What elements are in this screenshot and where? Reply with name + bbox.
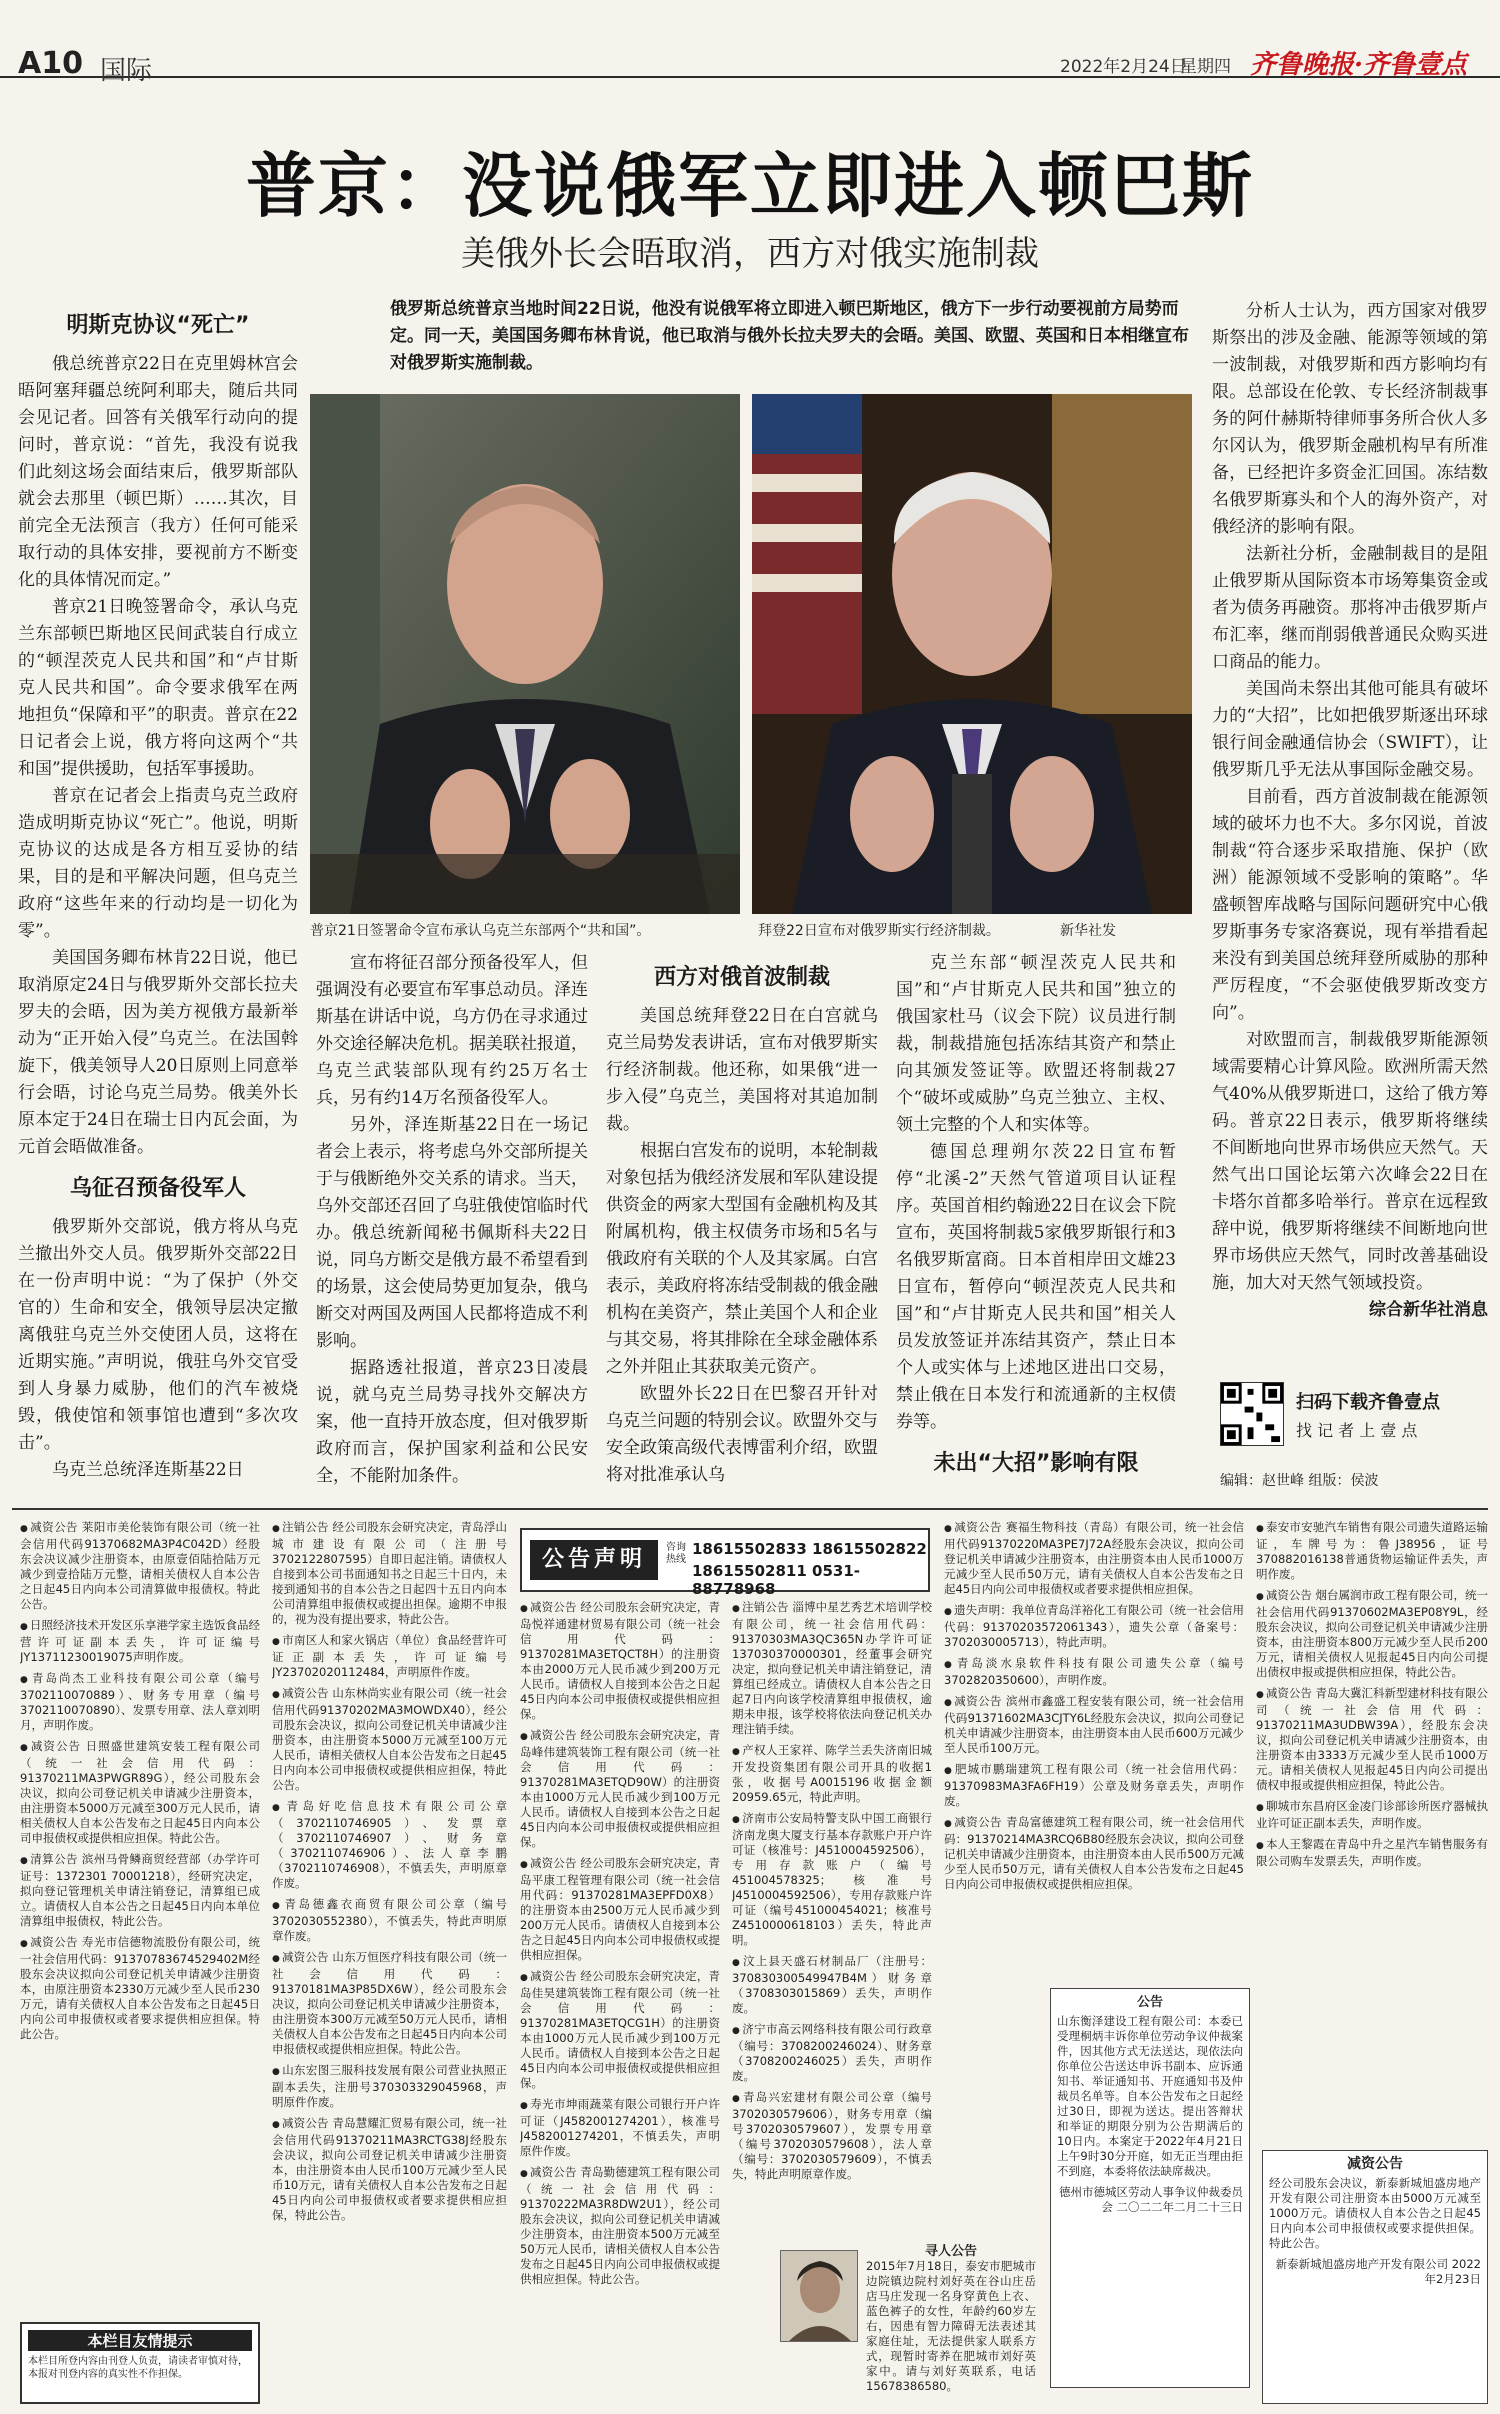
notice-header <box>520 1528 930 1598</box>
article-source: 综合新华社消息 <box>1369 1300 1488 1320</box>
classified-ad: ● 减资公告 赛福生物科技（青岛）有限公司，统一社会信用代码91370220MA3PE7J72A经股东会决议，拟向公司登记机关申请减少注册资本，由注册资本由人民币1000万元减少至人民币50万元，请有关债权人自本公告发布之日起45日内向公司申报债权或者要求提供相应担保。 <box>944 1520 1244 1597</box>
page-number: A10 <box>18 46 83 81</box>
article-column-2 <box>316 950 588 1490</box>
tip-title: 本栏目友情提示 <box>28 2330 252 2351</box>
hotline-numbers-1: 18615502833 18615502822 <box>692 1540 927 1558</box>
classified-ad: ● 本人王黎霞在青岛中升之星汽车销售服务有限公司购车发票丢失，声明作废。 <box>1256 1837 1488 1869</box>
editor-credits: 编辑：赵世峰 组版：侯波 <box>1220 1473 1379 1489</box>
classified-ad: ● 青岛尚杰工业科技有限公司公章（编号3702110070889）、财务专用章（编号3702110070890）、发票专用章、法人章刘明月，声明作废。 <box>20 1671 260 1733</box>
classified-ad: ● 减资公告 滨州市鑫盛工程安装有限公司，统一社会信用代码91371602MA3CJTY6L经股东会决议，拟向公司登记机关申请减少注册资本，由注册资本由人民币600万元减少至人民币100万元。 <box>944 1694 1244 1756</box>
paragraph: 乌克兰总统泽连斯基22日 <box>52 1460 244 1480</box>
announcement-footer: 德州市德城区劳动人事争议仲裁委员会 二〇二二年二月二十三日 <box>1059 2185 1243 2214</box>
classified-ad: ● 减资公告 经公司股东会研究决定，青岛平康工程管理有限公司（统一社会信用代码：91370281MA3EPFD0X8）的注册资本由2500万元人民币减少到200万元人民币。请债权人自接到本公告之日起45日内向本公司申报债权或提供相应担保。 <box>520 1856 720 1963</box>
issue-weekday: 星期四 <box>1180 57 1231 77</box>
qr-code[interactable] <box>1220 1382 1284 1446</box>
missing-person-notice <box>866 2244 1036 2404</box>
article-column-4 <box>896 950 1176 1489</box>
classified-ad: ● 减资公告 经公司股东会研究决定，青岛悦祥通建材贸易有限公司（统一社会信用代码：91370281MA3ETQCT8H）的注册资本由2000万元人民币减少到200万元人民币。请债权人自接到本公告之日起45日内向本公司申报债权或提供相应担保。 <box>520 1600 720 1722</box>
photo-credit: 新华社发 <box>1060 923 1116 939</box>
paragraph: 据路透社报道，普京23日凌晨说，就乌克兰局势寻找外交解决方案，他一直持开放态度，但对俄罗斯政府而言，保护国家利益和公民安全，不能附加条件。 <box>316 1358 588 1486</box>
announcement-title: 公告 <box>1136 1995 1163 2010</box>
ads-column-1 <box>20 1520 260 2310</box>
paragraph: 宣布将征召部分预备役军人，但强调没有必要宣布军事总动员。泽连斯基在讲话中说，乌方仍在寻求通过外交途径解决危机。据美联社报道，乌克兰武装部队现有约25万名士兵，另有约14万名预备役军人。 <box>316 953 588 1108</box>
section-heading-minsk: 明斯克协议“死亡” <box>66 313 250 338</box>
classified-ad: ● 遗失声明：我单位青岛洋裕化工有限公司（统一社会信用代码：91370203572061343），遗失公章（备案号：3702030005713），特此声明。 <box>944 1603 1244 1650</box>
ads-column-2 <box>272 1520 507 2400</box>
qr-editor-line: 找 记 者 上 壹 点 <box>1296 1421 1418 1440</box>
paragraph: 分析人士认为，西方国家对俄罗斯祭出的涉及金融、能源等领域的第一波制裁，对俄罗斯和西方影响均有限。总部设在伦敦、专长经济制裁事务的阿什赫斯特律师事务所合伙人多尔冈认为，俄罗斯金融机构早有所准备，已经把许多资金汇回国。冻结数名俄罗斯寡头和个人的海外资产，对俄经济的影响有限。 <box>1212 301 1488 537</box>
reduction-body: 经公司股东会决议，新泰新城旭盛房地产开发有限公司注册资本由5000万元减至1000万元。请债权人自本公告之日起45日内向本公司申报债权或要求提供担保。特此公告。 <box>1269 2176 1481 2250</box>
classified-ad: ● 减资公告 山东万恒医疗科技有限公司（统一社会信用代码：91370181MA3P85DX6W），经公司股东会决议，拟向公司登记机关申请减少注册资本，由注册资本300万元减至50万元人民币，请相关债权人自本公告发布之日起45日内向本公司申报债权或提供相应担保。特此公告。 <box>272 1950 507 2057</box>
classified-ad: ● 寿光市坤雨蔬菜有限公司银行开户许可证（J4582001274201），核准号J4582001274201，不慎丢失，声明原件作废。 <box>520 2097 720 2159</box>
missing-person-title: 寻人公告 <box>924 2244 977 2259</box>
missing-person-photo <box>780 2250 858 2342</box>
classified-ad: ● 青岛淡水泉软件科技有限公司遗失公章（编号3702820350600），声明作废。 <box>944 1656 1244 1688</box>
classified-ad: ● 青岛德鑫衣商贸有限公司公章（编号3702030552380），不慎丢失，特此声明原章作废。 <box>272 1897 507 1944</box>
classified-ad: ● 注销公告 淄博中星艺秀艺术培训学校有限公司，统一社会信用代码：91370303MA3QC365N办学许可证137030370000301，经董事会研究决定，拟向登记机关申请注销登记，清算组已经成立。请债权人自本公告之日起7日内向该学校清算组申报债权，逾期未申报，该学校将依法向登记机关办理注销手续。 <box>732 1600 932 1737</box>
reader-tip-box <box>20 2322 260 2404</box>
hotline-numbers-2: 18615502811 0531-88778968 <box>692 1562 861 1598</box>
paragraph: 美国国务卿布林肯22日说，他已取消原定24日与俄罗斯外交部长拉夫罗夫的会晤，因为美方视俄方最新举动为“正开始入侵”乌克兰。在法国斡旋下，俄美领导人20日原则上同意举行会晤，讨论乌克兰局势。俄美外长原本定于24日在瑞士日内瓦会面，为元首会晤做准备。 <box>18 948 298 1157</box>
newspaper-logo: 齐鲁晚报·齐鲁壹点 <box>1250 50 1468 80</box>
paragraph: 另外，泽连斯基22日在一场记者会上表示，将考虑乌外交部所提关于与俄断绝外交关系的请求。当天，乌外交部还召回了乌驻俄使馆临时代办。俄总统新闻秘书佩斯科夫22日说，同乌方断交是俄方最不希望看到的场景，这会使局势更加复杂，俄乌断交对两国及两国人民都将造成不利影响。 <box>316 1115 588 1351</box>
photo-caption-left: 普京21日签署命令宣布承认乌克兰东部两个“共和国”。 <box>310 923 651 939</box>
paragraph: 法新社分析，金融制裁目的是阻止俄罗斯从国际资本市场筹集资金或者为债务再融资。那将冲击俄罗斯卢布汇率，继而削弱俄普通民众购买进口商品的能力。 <box>1212 544 1488 672</box>
paragraph: 克兰东部“顿涅茨克人民共和国”和“卢甘斯克人民共和国”独立的俄国家杜马（议会下院）议员进行制裁，制裁措施包括冻结其资产和禁止向其颁发签证等。欧盟还将制裁27个“破坏或威胁”乌克兰独立、主权、领土完整的个人和实体等。 <box>896 953 1176 1135</box>
putin-photo <box>310 394 740 914</box>
issue-date: 2022年2月24日 <box>1060 57 1187 77</box>
classified-ad: ● 汶上县天盛石材制品厂（注册号：370830300549947B4M）财务章（3708303015869）丢失，声明作废。 <box>732 1954 932 2016</box>
classified-ad: ● 泰安市安驰汽车销售有限公司遗失道路运输证，车牌号为：鲁J38956，证号370882016138普通货物运输证件丢失，声明作废。 <box>1256 1520 1488 1582</box>
qr-title: 扫码下载齐鲁壹点 <box>1296 1392 1440 1413</box>
subheadline: 美俄外长会晤取消，西方对俄实施制裁 <box>461 234 1039 274</box>
article-column-3 <box>606 950 878 1489</box>
missing-person-body: 2015年7月18日，泰安市肥城市边院镇边院村刘好英在谷山庄岳店马庄发现一名身穿黄色上衣、蓝色裤子的女性，年龄约60岁左右，因患有智力障碍无法表述其家庭住址，无法提供家人联系方式，现暂时寄养在肥城市刘好英家中。请与刘好英联系，电话15678386580。 <box>866 2259 1036 2393</box>
paragraph: 对欧盟而言，制裁俄罗斯能源领域需要精心计算风险。欧洲所需天然气40%从俄罗斯进口，这给了俄方筹码。普京22日表示，俄罗斯将继续不间断地向世界市场供应天然气。天然气出口国论坛第六次峰会22日在卡塔尔首都多哈举行。普京在远程致辞中说，俄罗斯将继续不间断地向世界市场供应天然气，同时改善基础设施，加大对天然气领域投资。 <box>1212 1030 1488 1293</box>
announcement-body: 山东衡泽建设工程有限公司：本委已受理桐炳丰诉你单位劳动争议仲裁案件，因其他方式无法送达，现依法向你单位公告送达申诉书副本、应诉通知书、举证通知书、开庭通知书及仲裁员名单等。自本公告发布之日起经过30日，即视为送达。提出答辩状和举证的期限分别为公告期满后的10日内。本案定于2022年4月21日上午9时30分开庭，如无正当理由拒不到庭，本委将依法缺席裁决。 <box>1057 2014 1243 2178</box>
tip-body: 本栏目所登内容由刊登人负责，请读者审慎对待，本报对刊登内容的真实性不作担保。 <box>28 2356 248 2380</box>
classified-ad: ● 减资公告 山东林尚实业有限公司（统一社会信用代码91370202MA3MOWDX40），经公司股东会决议，拟向公司登记机关申请减少注册资本，由注册资本5000万元减至100万元人民币，请相关债权人自本公告发布之日起45日内向本公司申报债权或提供相应担保，特此公告。 <box>272 1686 507 1793</box>
classified-ad: ● 清算公告 滨州马骨鳞商贸经营部（办学许可证号：1372301 70001218），经研究决定，拟向登记管理机关申请注销登记，清算组已成立。请债权人自本公告之日起45日内向本单位清算组申报债权，特此公告。 <box>20 1852 260 1929</box>
biden-photo <box>752 394 1192 914</box>
ads-column-5 <box>944 1520 1244 1980</box>
reduction-footer: 新泰新城旭盛房地产开发有限公司 2022年2月23日 <box>1275 2257 1481 2286</box>
hotline-label: 咨询热线 <box>666 1542 686 1565</box>
ads-column-4 <box>732 1600 932 2240</box>
capital-reduction-box <box>1262 2150 1488 2404</box>
classified-ad: ● 济南市公安局特警支队中国工商银行济南龙奥大厦支行基本存款账户开户许可证（核准号：J4510004592506），专用存款账户（编号451004578325；核准号J4510004592506），专用存款账户许可证（编号451000454021；核准号Z4510000618103）丢失，特此声明。 <box>732 1811 932 1948</box>
classified-ad: ● 济宁市高云网络科技有限公司行政章（编号：3708200246024）、财务章（3708200246025）丢失，声明作废。 <box>732 2022 932 2084</box>
paragraph: 俄总统普京22日在克里姆林宫会晤阿塞拜疆总统阿利耶夫，随后共同会见记者。回答有关俄军行动向的提问时，普京说：“首先，我没有说我们此刻这场会面结束后，俄罗斯部队就会去那里（顿巴斯）……其次，目前完全无法预言（我方）任何可能采取行动的具体安排，要视前方不断变化的具体情况而定。” <box>18 354 298 590</box>
classified-ad: ● 产权人王家祥、陈学兰丢失济南旧城开发投资集团有限公司开具的收据1张，收据号A0015196收据金额20959.65元，特此声明。 <box>732 1743 932 1805</box>
paragraph: 欧盟外长22日在巴黎召开针对乌克兰问题的特别会议。欧盟外交与安全政策高级代表博雷利介绍，欧盟将对批准承认乌 <box>606 1384 878 1485</box>
paragraph: 目前看，西方首波制裁在能源领域的破坏力也不大。多尔冈说，首波制裁“符合逐步采取措施、保护（欧洲）能源领域不受影响的策略”。华盛顿智库战略与国际问题研究中心俄罗斯事务专家洛赛说，现有举措看起来没有到美国总统拜登所威胁的那种严厉程度，“不会驱使俄罗斯改变方向”。 <box>1212 787 1488 1023</box>
section-heading-impact: 未出“大招”影响有限 <box>933 1451 1139 1476</box>
paragraph: 俄罗斯外交部说，俄方将从乌克兰撤出外交人员。俄罗斯外交部22日在一份声明中说：“为了保护（外交官的）生命和安全，俄领导层决定撤离俄驻乌克兰外交使团人员，这将在近期实施。”声明说，俄驻乌外交官受到人身暴力威胁，他们的汽车被烧毁，俄使馆和领事馆也遭到“多次攻击”。 <box>18 1217 298 1453</box>
paragraph: 美国总统拜登22日在白宫就乌克兰局势发表讲话，宣布对俄罗斯实行经济制裁。他还称，如果俄“进一步入侵”乌克兰，美国将对其追加制裁。 <box>606 1006 878 1134</box>
article-column-1 <box>18 298 298 1484</box>
classified-ad: ● 减资公告 寿光市信德物流股份有限公司，统一社会信用代码：91370783674529402M经股东会决议拟向公司登记机关申请减少注册资本，由原注册资本2330万元减少至人民币230万元，请有关债权人自本公告发布之日起45日内向公司申报债权或者要求提供相应担保。特此公告。 <box>20 1935 260 2042</box>
classified-ad: ● 减资公告 青岛富德建筑工程有限公司，统一社会信用代码：91370214MA3RCQ6B80经股东会决议，拟向公司登记机关申请减少注册资本，由注册资本由人民币500万元减少至人民币50万元，请有关债权人自本公告发布之日起45日内向公司申报债权或提供相应担保。 <box>944 1815 1244 1892</box>
classified-ad: ● 市南区人和家火锅店（单位）食品经营许可证正副本丢失，许可证编号JY23702020112484，声明原件作废。 <box>272 1633 507 1680</box>
paragraph: 美国尚未祭出其他可能具有破坏力的“大招”，比如把俄罗斯逐出环球银行间金融通信协会（SWIFT），让俄罗斯几乎无法从事国际金融交易。 <box>1212 679 1488 780</box>
classified-ad: ● 减资公告 青岛大冀汇科新型建材科技有限公司（统一社会信用代码：91370211MA3UDBW39A），经股东会决议，拟向公司登记机关申请减少注册资本，由注册资本由3333万元减少至人民币1000万元。请相关债权人见报起45日内向公司提出债权申报或提供相应担保，特此公告。 <box>1256 1686 1488 1793</box>
classified-ad: ● 山东宏图三服科技发展有限公司营业执照正副本丢失，注册号370303329045968，声明原件作废。 <box>272 2063 507 2110</box>
headline: 普京：没说俄军立即进入顿巴斯 <box>246 144 1254 227</box>
classified-ad: ● 青岛好吃信息技术有限公司公章（3702110746905）、发票章（3702110746907）、财务章（3702110746906）、法人章李鹏（3702110746908），不慎丢失，声明原章作废。 <box>272 1799 507 1891</box>
classified-ad: ● 减资公告 烟台属润市政工程有限公司，统一社会信用代码91370602MA3EP08Y9L，经股东会决议，拟向公司登记机关申请减少注册资本，由注册资本800万元减少至人民币200万元，请相关债权人见报起45日内向公司提出债权申报或提供相应担保，特此公告。 <box>1256 1588 1488 1680</box>
section-heading-reservists: 乌征召预备役军人 <box>69 1176 246 1201</box>
classified-ad: ● 减资公告 青岛慧耀汇贸易有限公司，统一社会信用代码91370211MA3RCTG38J经股东会决议，拟向公司登记机关申请减少注册资本，由注册资本由人民币100万元减少至人民币10万元，请有关债权人自本公告发布之日起45日内向公司申报债权或者要求提供相应担保，特此公告。 <box>272 2116 507 2223</box>
reduction-title: 减资公告 <box>1347 2156 1403 2172</box>
article-column-5 <box>1212 298 1488 1324</box>
classified-ad: ● 注销公告 经公司股东会研究决定，青岛浮山城市建设有限公司（注册号3702122807595）自即日起注销。请债权人自接到本公司书面通知书之日起三十日内，未接到通知书的自本公告之日起四十五日内向本公司清算组申报债权或提出担保。逾期不申报的，视为没有提出要求，特此公告。 <box>272 1520 507 1627</box>
paragraph: 根据白宫发布的说明，本轮制裁对象包括为俄经济发展和军队建设提供资金的两家大型国有金融机构及其附属机构，俄主权债务市场和5名与俄政府有关联的个人及其家属。白宫表示，美政府将冻结受制裁的俄金融机构在美资产，禁止美国个人和企业与其交易，将其排除在全球金融体系之外并阻止其获取美元资产。 <box>606 1141 878 1377</box>
photo-caption-right: 拜登22日宣布对俄罗斯实行经济制裁。 <box>758 923 1000 939</box>
court-announcement <box>1050 1988 1250 2388</box>
paragraph: 普京在记者会上指责乌克兰政府造成明斯克协议“死亡”。他说，明斯克协议的达成是各方相互妥协的结果，目的是和平解决问题，但乌克兰政府“这些年来的行动均是一切化为零”。 <box>18 786 298 941</box>
classified-ad: ● 日照经济技术开发区乐享港学家主选饭食品经营许可证副本丢失，许可证编号JY13711230019075声明作废。 <box>20 1618 260 1665</box>
section-label: 国际 <box>100 56 153 86</box>
classified-ad: ● 青岛兴宏建材有限公司公章（编号3702030579606），财务专用章（编号3702030579607），发票专用章（编号3702030579608），法人章（编号：3702030579609），不慎丢失，特此声明原章作废。 <box>732 2090 932 2182</box>
section-divider <box>12 1508 1488 1510</box>
section-heading-sanctions: 西方对俄首波制裁 <box>653 965 830 990</box>
paragraph: 德国总理朔尔茨22日宣布暂停“北溪-2”天然气管道项目认证程序。英国首相约翰逊22日在议会下院宣布，英国将制裁5家俄罗斯银行和3名俄罗斯富商。日本首相岸田文雄23日宣布，暂停向“顿涅茨克人民共和国”和“卢甘斯克人民共和国”相关人员发放签证并冻结其资产，禁止日本个人或实体与上述地区进出口交易，禁止俄在日本发行和流通新的主权债券等。 <box>896 1142 1176 1432</box>
classified-ad: ● 减资公告 青岛勤德建筑工程有限公司（统一社会信用代码：91370222MA3R8DW2U1），经公司股东会决议，拟向公司登记机关申请减少注册资本，由注册资本500万元减至50万元人民币，请相关债权人自本公告发布之日起45日内向公司申报债权或提供相应担保。特此公告。 <box>520 2165 720 2287</box>
ads-column-3 <box>520 1600 720 2400</box>
masthead <box>0 0 1500 86</box>
article-lead: 俄罗斯总统普京当地时间22日说，他没有说俄军将立即进入顿巴斯地区，俄方下一步行动要视前方局势而定。同一天，美国国务卿布林肯说，他已取消与俄外长拉夫罗夫的会晤。美国、欧盟、英国和日本相继宣布对俄罗斯实施制裁。 <box>390 299 1189 373</box>
notice-label: 公告声明 <box>530 1540 658 1580</box>
classified-ad: ● 减资公告 日照盛世建筑安装工程有限公司（统一社会信用代码：91370211MA3PWGR89G），经公司股东会决议，拟向公司登记机关申请减少注册资本，由注册资本5000万元减至300万元人民币，请相关债权人自本公告发布之日起45日内向本公司申报债权或提供相应担保。特此公告。 <box>20 1739 260 1846</box>
ads-column-6 <box>1256 1520 1488 2140</box>
classified-ad: ● 减资公告 经公司股东会研究决定，青岛峰伟建筑装饰工程有限公司（统一社会信用代码：91370281MA3ETQD90W）的注册资本由1000万元人民币减少到100万元人民币。请债权人自接到本公告之日起45日内向本公司申报债权或提供相应担保。 <box>520 1728 720 1850</box>
classified-ad: ● 聊城市东昌府区金凌门诊部诊所医疗器械执业许可证正副本丢失，声明作废。 <box>1256 1799 1488 1831</box>
paragraph: 普京21日晚签署命令，承认乌克兰东部顿巴斯地区民间武装自行成立的“顿涅茨克人民共和国”和“卢甘斯克人民共和国”。命令要求俄军在两地担负“保障和平”的职责。普京在22日记者会上说，俄方将向这两个“共和国”提供援助，包括军事援助。 <box>18 597 298 779</box>
classified-ad: ● 减资公告 经公司股东会研究决定，青岛佳昊建筑装饰工程有限公司（统一社会信用代码：91370281MA3ETQCG1H）的注册资本由1000万元人民币减少到100万元人民币。请债权人自接到本公告之日起45日内向本公司申报债权或提供相应担保。 <box>520 1969 720 2091</box>
classified-ad: ● 肥城市鹏瑞建筑工程有限公司（统一社会信用代码：91370983MA3FA6FH19）公章及财务章丢失，声明作废。 <box>944 1762 1244 1809</box>
classified-ad: ● 减资公告 莱阳市美伦装饰有限公司（统一社会信用代码91370682MA3P4C042D）经股东会决议减少注册资本，由原壹佰陆拾陆万元减少到壹拾陆万元整，请相关债权人自本公告之日起45日内向本公司清算做申报债权。特此公告。 <box>20 1520 260 1612</box>
